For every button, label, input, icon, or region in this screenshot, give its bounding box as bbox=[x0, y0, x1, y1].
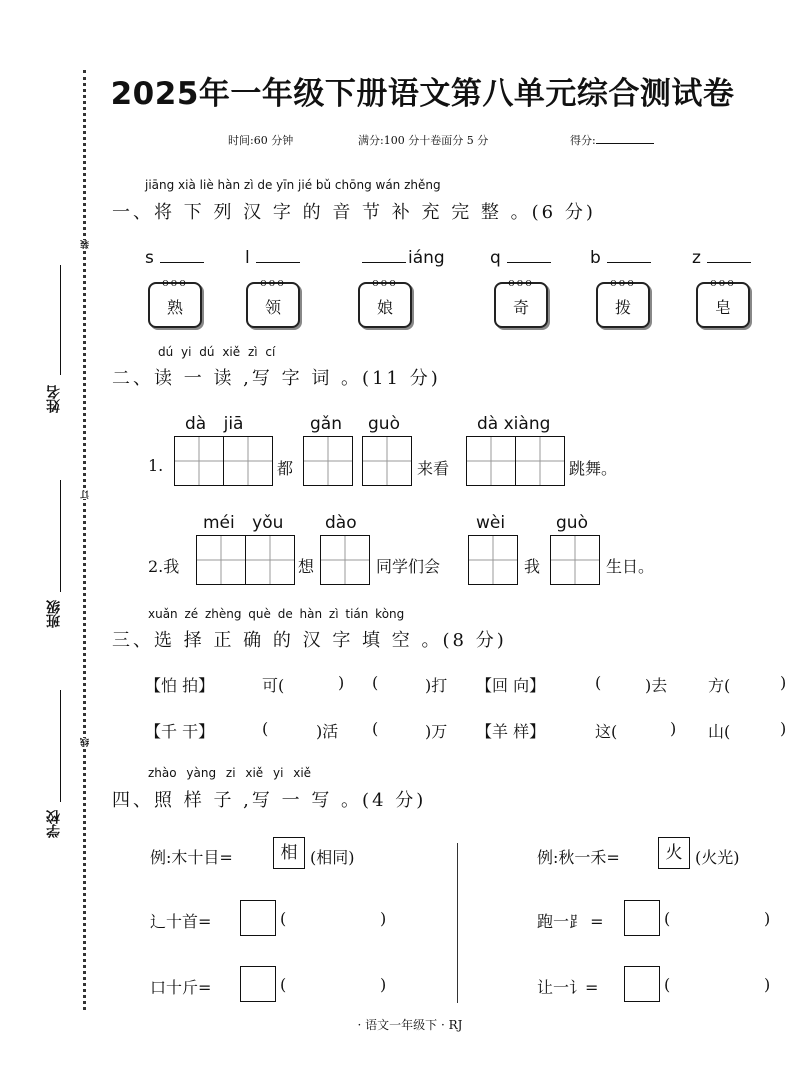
s1-card-5: ooo 拨 bbox=[596, 282, 650, 328]
s2-q1-cell-2[interactable] bbox=[223, 436, 273, 486]
got-score-blank[interactable] bbox=[596, 133, 654, 144]
s1-hint-6: z bbox=[692, 248, 701, 268]
s3-r1-t4: )打 bbox=[425, 676, 448, 695]
s4-q4-close: ) bbox=[764, 975, 771, 994]
s4-q4-open: ( bbox=[664, 975, 671, 994]
s2-q2-text-1: 想 bbox=[298, 557, 315, 576]
s4-q2-box[interactable] bbox=[240, 966, 276, 1002]
s1-hint-1: s bbox=[145, 248, 154, 268]
s1-slot-2[interactable] bbox=[245, 248, 300, 268]
s4-q3-open: ( bbox=[664, 909, 671, 928]
s2-q2-text-3: 我 bbox=[524, 557, 541, 576]
s4-q2-pre: 口十斤= bbox=[150, 978, 212, 997]
s4-q1-pre: 辶十首= bbox=[150, 912, 212, 931]
page-title: 2025年一年级下册语文第八单元综合测试卷 bbox=[110, 76, 735, 112]
s4-ex1-pre: 例:木十目= bbox=[150, 848, 233, 867]
s1-char-6: 皂 bbox=[714, 298, 731, 317]
s2-pinyin: dú yi dú xiě zì cí bbox=[158, 345, 276, 359]
s1-slot-6[interactable] bbox=[692, 248, 751, 268]
margin-school-label: 学校 bbox=[46, 810, 62, 838]
s1-char-2: 领 bbox=[264, 298, 281, 317]
margin-class-label: 班级 bbox=[46, 600, 62, 628]
s1-card-2: ooo 领 bbox=[246, 282, 300, 328]
s2-q1-cell-4[interactable] bbox=[362, 436, 412, 486]
s2-q2-pinyin-3: wèi bbox=[476, 513, 506, 533]
s1-card-1: ooo 熟 bbox=[148, 282, 202, 328]
s2-q2-cell-2[interactable] bbox=[245, 535, 295, 585]
s1-title: 一、将 下 列 汉 字 的 音 节 补 充 完 整 。(6 分) bbox=[112, 202, 596, 223]
s3-title: 三、选 择 正 确 的 汉 字 填 空 。(8 分) bbox=[112, 630, 507, 651]
s2-q1-cell-3[interactable] bbox=[303, 436, 353, 486]
s2-q1-num: 1. bbox=[148, 456, 164, 475]
s3-r1-t2: ) bbox=[338, 673, 345, 692]
s2-q1-cell-1[interactable] bbox=[174, 436, 224, 486]
margin-mark-ding: 订 bbox=[81, 490, 91, 499]
s1-char-1: 熟 bbox=[166, 298, 183, 317]
s3-r1-group-1: 【怕 拍】 bbox=[145, 676, 215, 695]
margin-name-label: 姓名 bbox=[46, 385, 62, 413]
s2-q1-text-2: 来看 bbox=[417, 459, 450, 478]
s4-q3-close: ) bbox=[764, 909, 771, 928]
time-info: 时间:60 分钟 bbox=[228, 134, 294, 147]
s2-q2-cell-1[interactable] bbox=[196, 535, 246, 585]
s1-pinyin: jiāng xià liè hàn zì de yīn jié bǔ chōng wán zhěng bbox=[145, 178, 441, 192]
s1-slot-4[interactable] bbox=[490, 248, 551, 268]
binding-dotted-line bbox=[83, 70, 86, 1010]
s3-r2-t5: 这( bbox=[595, 722, 618, 741]
s2-q1-cell-6[interactable] bbox=[515, 436, 565, 486]
s3-r2-t6: ) bbox=[670, 719, 677, 738]
s4-pinyin: zhào yàng zi xiě yi xiě bbox=[148, 766, 312, 780]
s2-q2-cell-3[interactable] bbox=[320, 535, 370, 585]
got-score bbox=[570, 132, 654, 148]
s4-q4-pre: 让一讠= bbox=[537, 978, 599, 997]
margin-name-line bbox=[60, 265, 61, 375]
s2-q2-pinyin-4: guò bbox=[556, 513, 588, 533]
s2-q2-pinyin-2: dào bbox=[325, 513, 357, 533]
s4-ex2-post: (火光) bbox=[695, 848, 740, 867]
s1-hint-2: l bbox=[245, 248, 250, 268]
s2-q1-text-1: 都 bbox=[277, 459, 294, 478]
s1-slot-3[interactable] bbox=[362, 248, 445, 268]
s4-q1-close: ) bbox=[380, 909, 387, 928]
s2-q2-cell-4[interactable] bbox=[468, 535, 518, 585]
margin-school-line bbox=[60, 690, 61, 802]
s1-char-3: 娘 bbox=[376, 298, 393, 317]
margin-mark-zhuang: 装 bbox=[81, 240, 91, 249]
s1-hint-4: q bbox=[490, 248, 501, 268]
s3-r2-t1: ( bbox=[262, 719, 269, 738]
s3-r2-group-2: 【羊 样】 bbox=[476, 722, 546, 741]
s1-card-6: ooo 皂 bbox=[696, 282, 750, 328]
s2-q1-cell-5[interactable] bbox=[466, 436, 516, 486]
s4-q2-open: ( bbox=[280, 975, 287, 994]
s3-r2-t3: ( bbox=[372, 719, 379, 738]
s1-slot-5[interactable] bbox=[590, 248, 651, 268]
s4-divider bbox=[457, 843, 458, 1003]
score-info: 满分:100 分十卷面分 5 分 bbox=[358, 134, 489, 147]
s2-q2-pinyin-1: méi yǒu bbox=[203, 513, 284, 533]
s2-q1-pinyin-2: gǎn bbox=[310, 414, 342, 434]
s4-ex2-pre: 例:秋一禾= bbox=[537, 848, 620, 867]
s1-hint-5: b bbox=[590, 248, 601, 268]
s3-r2-t8: ) bbox=[780, 719, 787, 738]
s2-q2-text-2: 同学们会 bbox=[376, 557, 441, 576]
s3-r1-t6: )去 bbox=[645, 676, 668, 695]
s3-r1-t8: ) bbox=[780, 673, 787, 692]
s2-q2-text-4: 生日。 bbox=[606, 557, 655, 576]
s3-r2-t2: )活 bbox=[316, 722, 339, 741]
s1-slot-1[interactable] bbox=[145, 248, 204, 268]
s4-q1-open: ( bbox=[280, 909, 287, 928]
s2-q1-pinyin-1: dà jiā bbox=[185, 414, 244, 434]
s3-r1-group-2: 【回 向】 bbox=[476, 676, 546, 695]
s4-q4-box[interactable] bbox=[624, 966, 660, 1002]
s4-title: 四、照 样 子 ,写 一 写 。(4 分) bbox=[112, 790, 427, 811]
s3-r1-t5: ( bbox=[595, 673, 602, 692]
s1-char-4: 奇 bbox=[512, 298, 529, 317]
s4-q3-box[interactable] bbox=[624, 900, 660, 936]
s3-r1-t1: 可( bbox=[262, 676, 285, 695]
s2-q2-cell-5[interactable] bbox=[550, 535, 600, 585]
s4-ex1-post: (相同) bbox=[310, 848, 355, 867]
s2-q1-pinyin-4: dà xiàng bbox=[477, 414, 551, 434]
s4-q2-close: ) bbox=[380, 975, 387, 994]
s4-ex1-answer: 相 bbox=[273, 837, 305, 869]
s3-r2-group-1: 【千 干】 bbox=[145, 722, 215, 741]
s2-q2-num: 2.我 bbox=[148, 557, 180, 576]
s1-card-4: ooo 奇 bbox=[494, 282, 548, 328]
s3-pinyin: xuǎn zé zhèng què de hàn zì tián kòng bbox=[148, 607, 405, 621]
s2-q1-pinyin-3: guò bbox=[368, 414, 400, 434]
s1-card-3: ooo 娘 bbox=[358, 282, 412, 328]
s3-r1-t3: ( bbox=[372, 673, 379, 692]
s3-r1-t7: 方( bbox=[708, 676, 731, 695]
s1-hint-3: iáng bbox=[408, 248, 445, 268]
s2-q1-text-3: 跳舞。 bbox=[569, 459, 618, 478]
s4-q3-pre: 跑一⻊ = bbox=[537, 912, 604, 931]
margin-mark-xian: 线 bbox=[81, 738, 91, 747]
margin-class-line bbox=[60, 480, 61, 592]
page-footer: · 语文一年级下 · RJ bbox=[357, 1018, 463, 1032]
s3-r2-t4: )万 bbox=[425, 722, 448, 741]
got-score-label: 得分: bbox=[570, 134, 596, 147]
s4-q1-box[interactable] bbox=[240, 900, 276, 936]
s3-r2-t7: 山( bbox=[708, 722, 731, 741]
s4-ex2-answer: 火 bbox=[658, 837, 690, 869]
s2-title: 二、读 一 读 ,写 字 词 。(11 分) bbox=[112, 368, 441, 389]
s1-char-5: 拨 bbox=[614, 298, 631, 317]
